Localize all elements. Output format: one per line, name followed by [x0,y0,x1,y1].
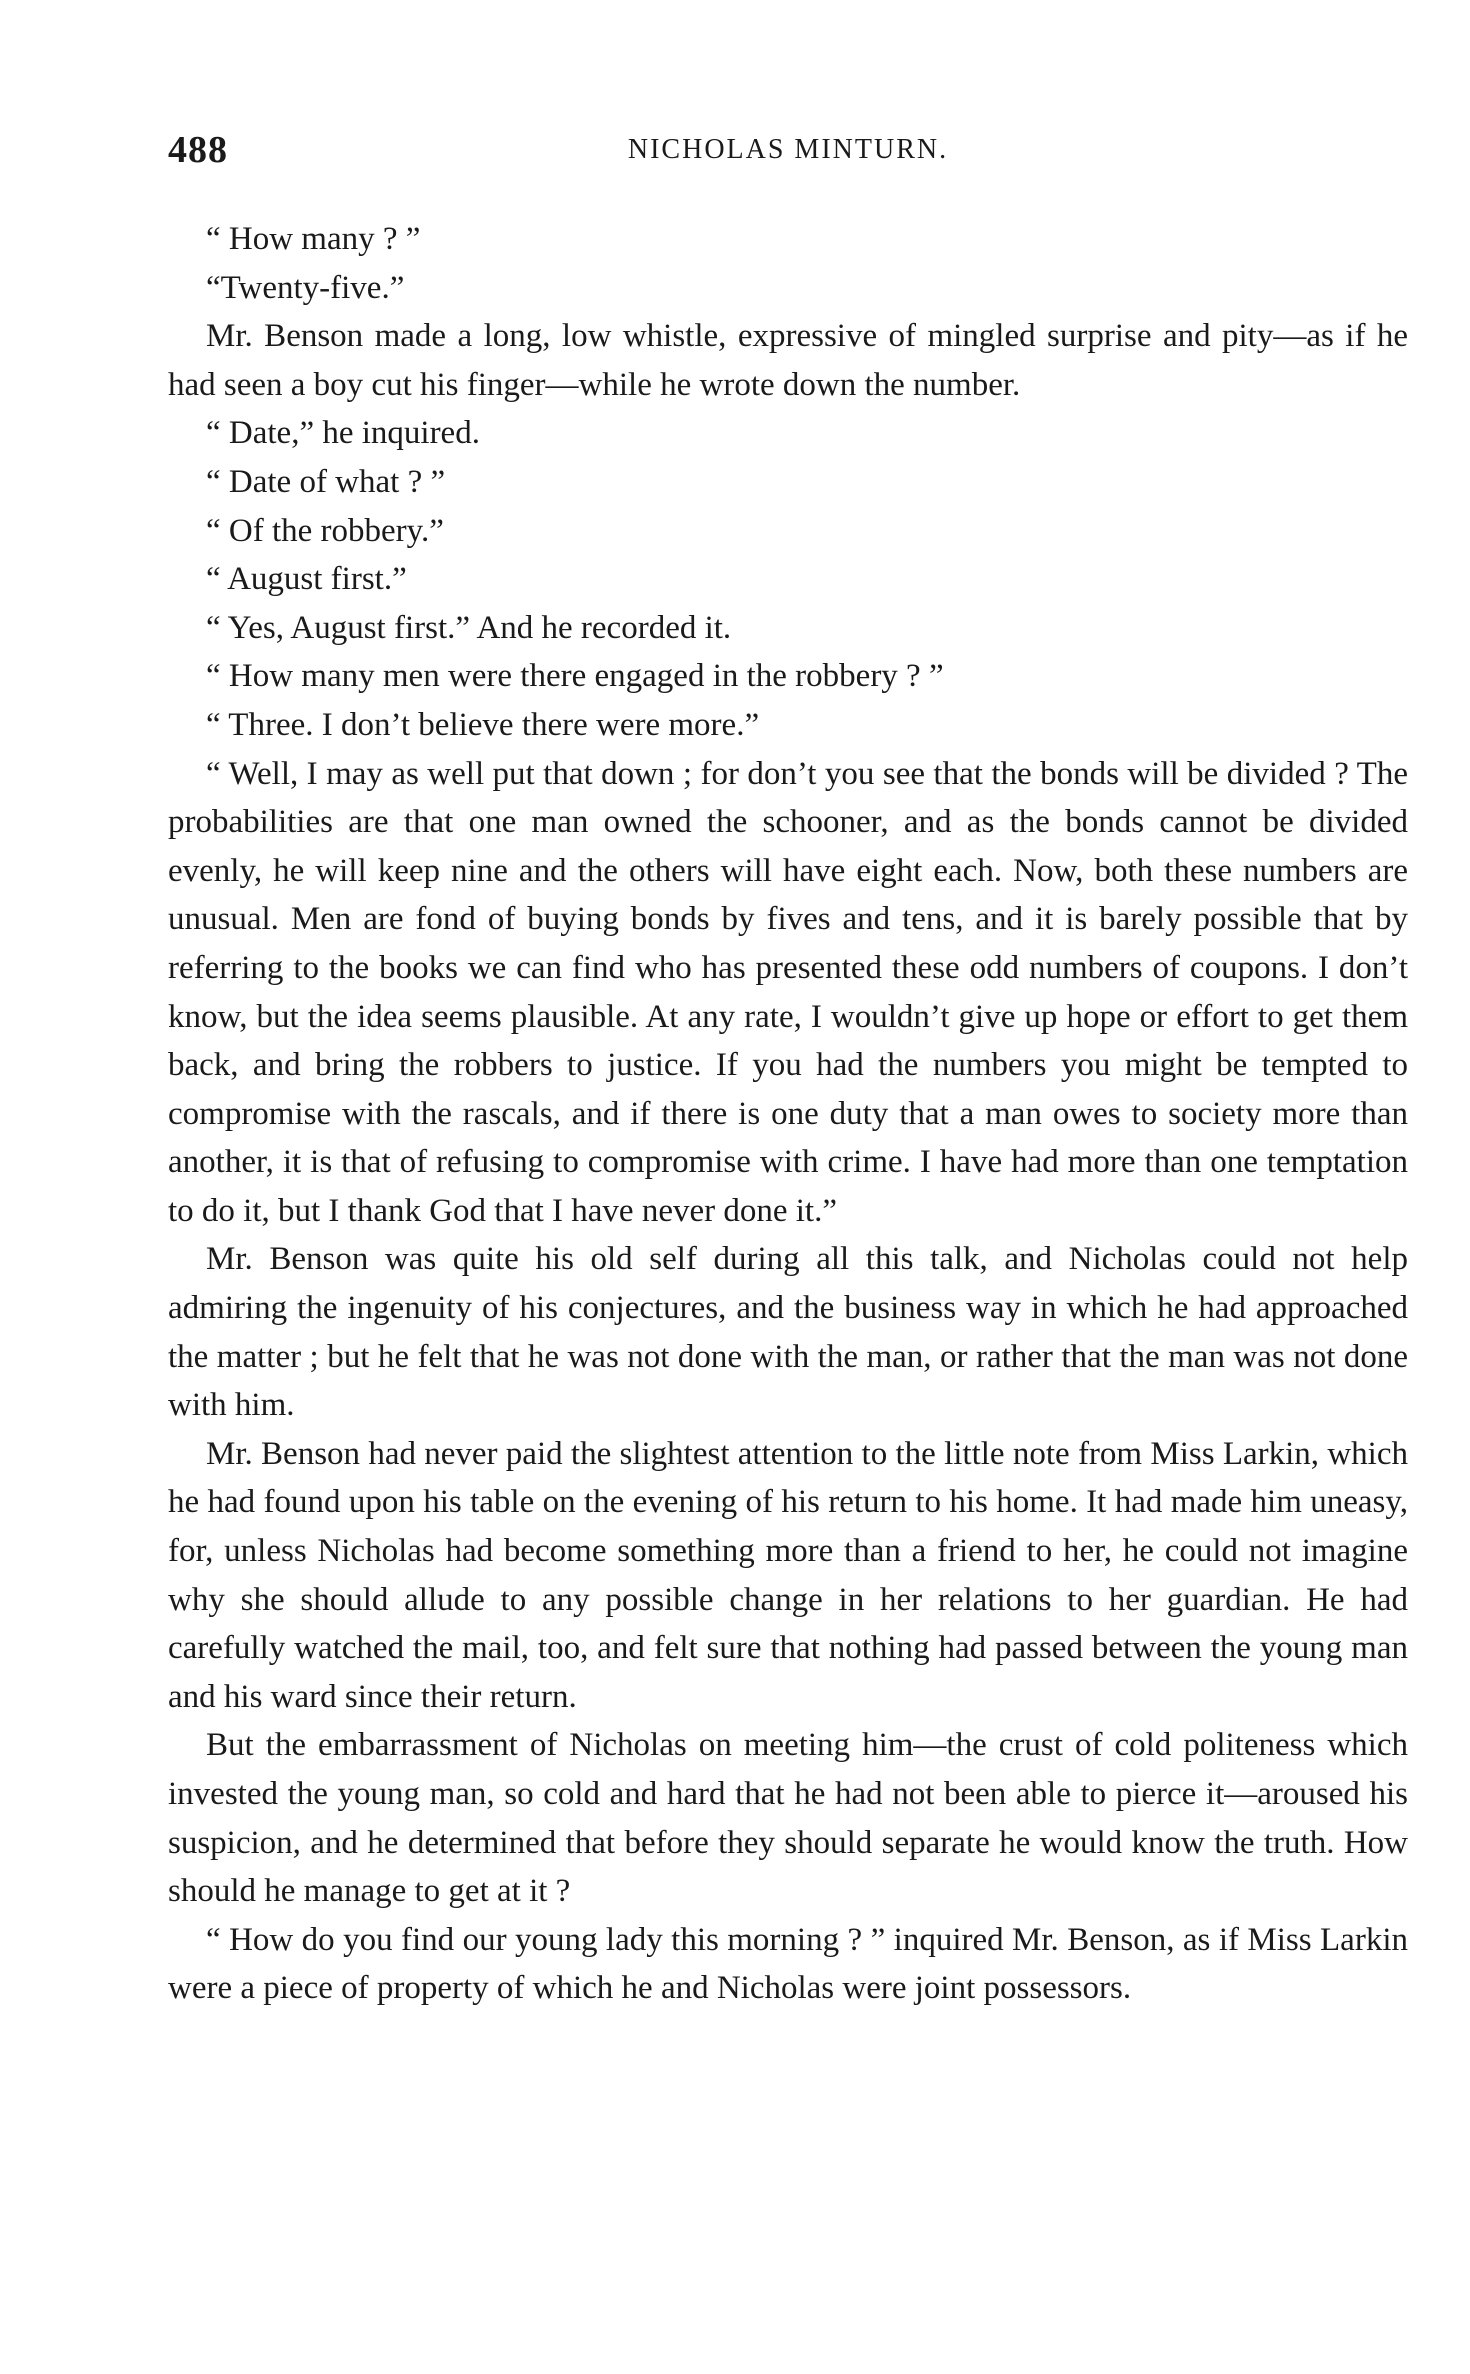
paragraph: “ How do you find our young lady this morning ? ” inquired Mr. Benson, as if Miss Larkin were a piece of property of which he and Nicholas were joint possessors. [168,1921,1408,2007]
paragraph: “ How many men were there engaged in the robbery ? ” [206,658,944,695]
page-number: 488 [168,129,228,171]
paragraph: “ Yes, August first.” And he recorded it. [206,609,732,646]
paragraph: Mr. Benson made a long, low whistle, expressive of mingled surprise and pity—as if he had seen a boy cut his finger—while he wrote down the number. [168,318,1408,403]
paragraph: “ Three. I don’t believe there were more.” [206,706,760,743]
running-title: NICHOLAS MINTURN. [627,134,949,165]
page-header [168,128,1408,178]
paragraph: “ Date of what ? ” [206,463,446,500]
paragraph: But the embarrassment of Nicholas on meeting him—the crust of cold politeness which invested the young man, so cold and hard that he had not been able to pierce it—aroused his suspicion, and he determined that before they should separate he would know the truth. How should he manage to get at it ? [168,1727,1408,1910]
paragraph: “ August first.” [206,561,407,598]
paragraph: “ Well, I may as well put that down ; for don’t you see that the bonds will be divided ? The probabilities are that one man owned the schooner, and as the bonds cannot be divided evenly, he will keep nine and the others will have eight each. Now, both these numbers are unusual. Men are fond of buying bonds by fives and tens, and it is barely possible that by referring to the books we can find who has presented these odd numbers of coupons. I don’t know, but the idea seems plausible. At any rate, I wouldn’t give up hope or effort to get them back, and bring the robbers to justice. If you had the numbers you might be tempted to compromise with the rascals, and if there is one duty that a man owes to society more than another, it is that of refusing to compromise with crime. I have had more than one temptation to do it, but I thank God that I have never done it.” [168,755,1408,1229]
body-text [168,215,1408,2013]
paragraph: “ Date,” he inquired. [206,415,480,452]
paragraph: “Twenty-five.” [206,269,405,306]
paragraph: “ How many ? ” [206,221,421,257]
paragraph: “ Of the robbery.” [206,512,444,549]
paragraph: Mr. Benson had never paid the slightest attention to the little note from Miss Larkin, which he had found upon his table on the evening of his return to his home. It had made him uneasy, for, unless Nicholas had become something more than a friend to her, he could not imagine why she should allude to any possible change in her relations to her guardian. He had carefully watched the mail, too, and felt sure that nothing had passed between the young man and his ward since their return. [168,1435,1408,1715]
paragraph: Mr. Benson was quite his old self during all this talk, and Nicholas could not help admiring the ingenuity of his conjectures, and the business way in which he had approached the matter ; but he felt that he was not done with the man, or rather that the man was not done with him. [168,1241,1408,1424]
